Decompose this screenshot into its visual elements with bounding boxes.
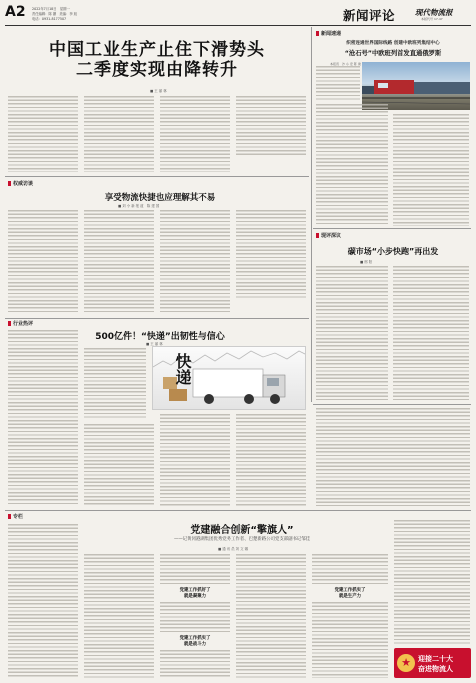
section-marker (8, 514, 11, 519)
bottom-body-col3a (160, 554, 230, 584)
page-number: A2 (5, 4, 26, 20)
paper-name-logo: 现代物流报 (415, 8, 453, 17)
bottom-body-col4 (236, 554, 306, 678)
masthead (5, 4, 471, 24)
main-body-col2 (84, 96, 154, 172)
story3-title: 500亿件！“快递”出韧性与信心 (95, 332, 225, 342)
phone-line: 电话：0931-8177507 (32, 17, 67, 21)
story2-byline: ■ 刘 小 新 报 道 陈 建 国 (118, 204, 160, 208)
section-label-text: 权威访谈 (13, 181, 34, 187)
right-top-intro (316, 66, 360, 100)
story2-body-col2 (84, 210, 154, 314)
main-byline: ■ 王 丽 林 (150, 89, 167, 93)
party-badge (394, 648, 471, 678)
story3-body-col3 (84, 424, 154, 506)
editor-line: 责任编辑：陈 灏 美编：李 旭 (32, 12, 77, 16)
section-label-hot (8, 320, 33, 327)
main-headline (8, 40, 306, 80)
story2-body-col1 (8, 210, 78, 314)
right-top-title1: 织密连通世界国际线路 创建中欧班列集结中心 (346, 41, 440, 46)
section-label-news (316, 30, 341, 37)
express-photo (152, 346, 306, 410)
section-label-column (8, 513, 23, 520)
section-rule (5, 176, 309, 177)
story3-body-col4 (160, 414, 230, 506)
right-top-title2: “沧石号”中欧班列首发直通俄罗斯 (344, 50, 442, 57)
story2-body-col4 (236, 210, 306, 300)
right-top-body-col1 (316, 104, 388, 226)
story3-body-col5 (236, 414, 306, 506)
bottom-body-col5a (312, 554, 388, 584)
right-mid-body-col2 (393, 266, 469, 400)
story3-body-col1 (8, 330, 78, 506)
section-marker (316, 31, 319, 36)
section-label-deep (316, 232, 341, 239)
bottom-body-col6 (394, 520, 470, 644)
right-lower-box (316, 408, 470, 506)
section-marker (8, 321, 11, 326)
main-body-col1 (8, 96, 78, 172)
section-rule (313, 228, 471, 229)
story2-body-col3 (160, 210, 230, 314)
bottom-subhead-1: 党建工作抓好了 就是凝聚力 (179, 588, 211, 599)
badge-line1: 迎接二十大 (418, 655, 453, 663)
column-divider (311, 27, 312, 402)
bottom-body-col3b (160, 602, 230, 632)
right-top-body-col2 (393, 114, 469, 226)
section-title: 新闻评论 (343, 8, 396, 23)
main-title-line2: 二季度实现由降转升 (76, 60, 238, 80)
section-marker (316, 233, 319, 238)
emblem-icon: ★ (397, 654, 415, 672)
section-label-text: 新闻速递 (321, 31, 342, 37)
bottom-title: 党建融合创新“擎旗人” (190, 525, 294, 536)
photo-overlay-text: 快递 (173, 353, 192, 385)
main-body-col3 (160, 96, 230, 172)
main-body-col4 (236, 96, 306, 156)
bottom-subtitle: ——记黄冈港湖集团优秀党务工作者、巴楚新路公司党支部副书记邹佳 (173, 537, 311, 542)
paper-sub: 本版代号 17-47 (421, 17, 443, 21)
right-mid-body-col1 (316, 266, 388, 400)
bottom-body-col5b (312, 602, 388, 678)
section-rule-bottom (5, 510, 471, 511)
date-line: 2022年7月18日 星期一 (32, 7, 70, 11)
bottom-subhead-2: 党建工作抓实了 就是生产力 (334, 588, 366, 599)
section-label-text: 行业热评 (13, 321, 34, 327)
right-top-byline: 本报讯 沙 小 宏 陈 建 (330, 62, 361, 66)
header-rule (5, 25, 471, 26)
story3-body-col2 (84, 348, 146, 420)
bottom-body-col1 (8, 524, 78, 678)
section-label-text: 现评深议 (321, 233, 342, 239)
bottom-byline: ■ 通 讯 员 刘 文 娜 (218, 547, 249, 551)
story3-byline: ■ 王 丽 林 (146, 342, 163, 346)
bottom-body-col3c (160, 650, 230, 678)
section-marker (8, 181, 11, 186)
right-mid-title: 碳市场“小步快跑”再出发 (347, 247, 439, 256)
section-rule (5, 318, 309, 319)
right-mid-byline: ■ 邢 阳 (360, 260, 373, 264)
main-title-line1: 中国工业生产止住下滑势头 (49, 40, 265, 60)
bottom-subhead-3: 党建工作抓实了 就是战斗力 (179, 636, 211, 647)
bottom-body-col2 (84, 554, 154, 678)
section-rule (313, 404, 471, 405)
train-illustration (362, 62, 470, 110)
train-photo (362, 62, 470, 110)
section-label-text: 专栏 (13, 514, 24, 520)
story2-title: 享受物流快捷也应理解其不易 (104, 193, 216, 203)
badge-line2: 奋进物流人 (418, 665, 453, 673)
section-label-interview (8, 180, 33, 187)
